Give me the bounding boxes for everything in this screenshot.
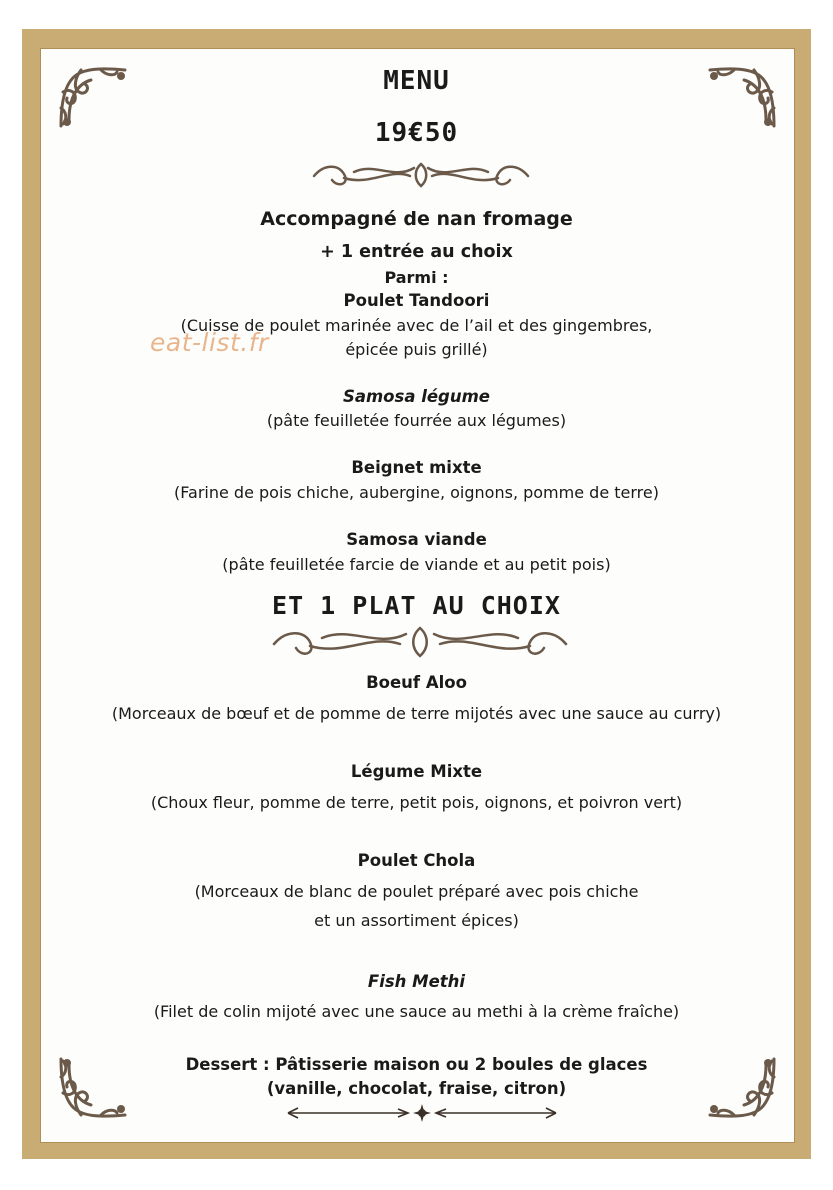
main-desc: (Morceaux de blanc de poulet préparé avec pois chiche — [194, 882, 639, 901]
dessert-line: Dessert : Pâtisserie maison ou 2 boules de glaces — [185, 1055, 648, 1074]
mains-heading: ET 1 PLAT AU CHOIX — [272, 591, 561, 620]
dessert-flavors: (vanille, chocolat, fraise, citron) — [266, 1079, 567, 1098]
starter-name: Samosa légume — [342, 387, 491, 406]
starter-name: Beignet mixte — [351, 458, 482, 477]
menu-price: 19€50 — [374, 118, 459, 148]
flourish-divider-icon — [270, 624, 570, 660]
main-desc: (Morceaux de bœuf et de pomme de terre mijotés avec une sauce au curry) — [111, 704, 722, 723]
starter-desc: (Cuisse de poulet marinée avec de l’ail et des gingembres, — [180, 316, 653, 335]
watermark: eat-list.fr — [150, 328, 269, 357]
flourish-divider-icon — [310, 160, 532, 190]
accompaniment-line: Accompagné de nan fromage — [260, 208, 573, 230]
main-desc: (Choux fleur, pomme de terre, petit pois, oignons, et poivron vert) — [150, 793, 683, 812]
main-desc: et un assortiment épices) — [314, 911, 519, 930]
starter-desc: (pâte feuilletée farcie de viande et au petit pois) — [222, 555, 611, 574]
starter-desc: (pâte feuilletée fourrée aux légumes) — [266, 411, 567, 430]
main-name: Boeuf Aloo — [366, 673, 467, 692]
menu-title: MENU — [383, 66, 450, 96]
starter-desc: épicée puis grillé) — [345, 340, 488, 359]
main-name: Fish Methi — [367, 972, 466, 991]
main-name: Poulet Chola — [357, 851, 476, 870]
arrow-divider-icon — [284, 1103, 560, 1123]
starter-heading: + 1 entrée au choix — [320, 242, 513, 262]
main-name: Légume Mixte — [350, 762, 483, 781]
starter-desc: (Farine de pois chiche, aubergine, oignons, pomme de terre) — [174, 483, 659, 502]
main-desc: (Filet de colin mijoté avec une sauce au methi à la crème fraîche) — [153, 1002, 680, 1021]
among-label: Parmi : — [384, 268, 449, 287]
starter-name: Poulet Tandoori — [343, 291, 490, 310]
starter-name: Samosa viande — [346, 530, 487, 549]
